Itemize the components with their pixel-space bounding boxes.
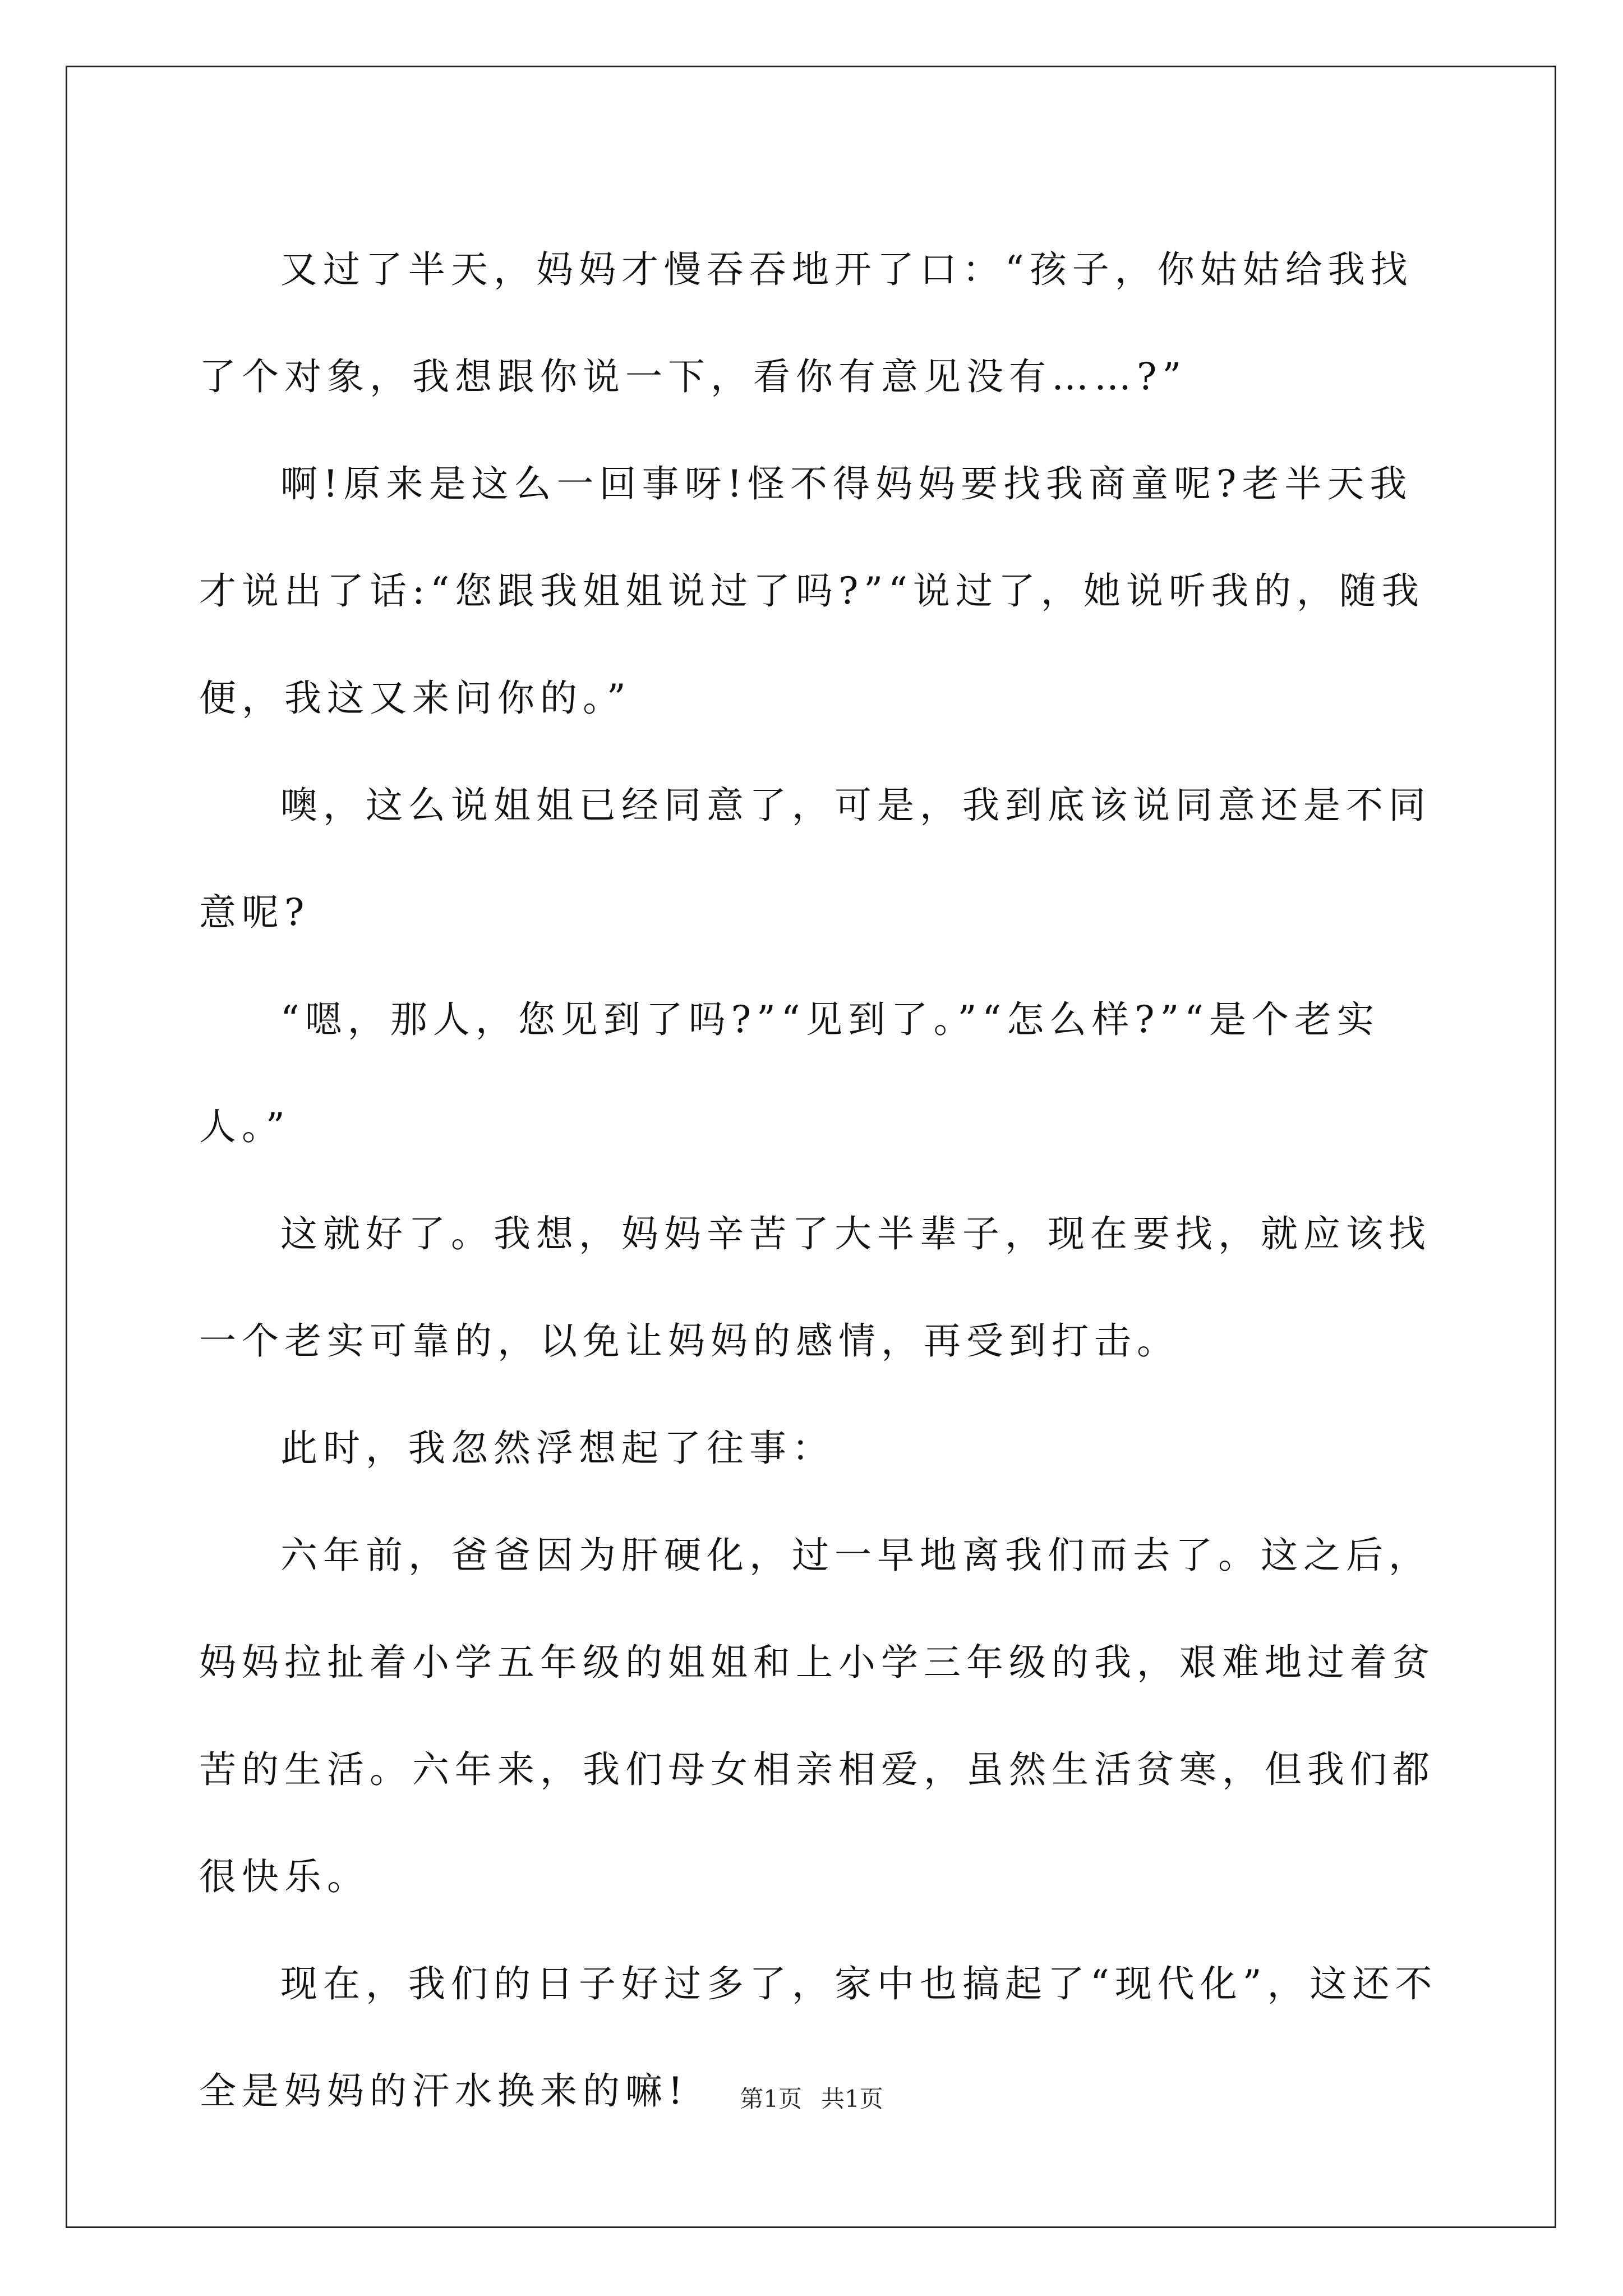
paragraph: “嗯，那人，您见到了吗?”“见到了。”“怎么样?”“是个老实人。” (199, 998, 1380, 1148)
paragraph: 又过了半天，妈妈才慢吞吞地开了口：“孩子，你姑姑给我找了个对象，我想跟你说一下，看你有意见没有……?” (199, 248, 1413, 398)
paragraph: 此时，我忽然浮想起了往事： (280, 1427, 834, 1470)
page-number: 第1页 (740, 2085, 802, 2113)
page-footer (0, 2082, 1623, 2116)
paragraph: 这就好了。我想，妈妈辛苦了大半辈子，现在要找，就应该找一个老实可靠的，以免让妈妈的感情，再受到打击。 (199, 1212, 1431, 1363)
document-body (199, 216, 1438, 2145)
paragraph: 啊!原来是这么一回事呀!怪不得妈妈要找我商童呢?老半天我才说出了话:“您跟我姐姐说过了吗?”“说过了，她说听我的，随我便，我这又来问你的。” (199, 462, 1424, 720)
paragraph: 噢，这么说姐姐已经同意了，可是，我到底该说同意还是不同意呢? (199, 784, 1431, 934)
paragraph: 六年前，爸爸因为肝硬化，过一早地离我们而去了。这之后，妈妈拉扯着小学五年级的姐姐和上小学三年级的我，艰难地过着贫苦的生活。六年来，我们母女相亲相爱，虽然生活贫寒，但我们都很快乐。 (199, 1534, 1435, 1898)
page-count: 共1页 (821, 2085, 883, 2113)
paragraph: 现在，我们的日子好过多了，家中也搞起了“现代化”，这还不全是妈妈的汗水换来的嘛! (199, 1962, 1438, 2113)
